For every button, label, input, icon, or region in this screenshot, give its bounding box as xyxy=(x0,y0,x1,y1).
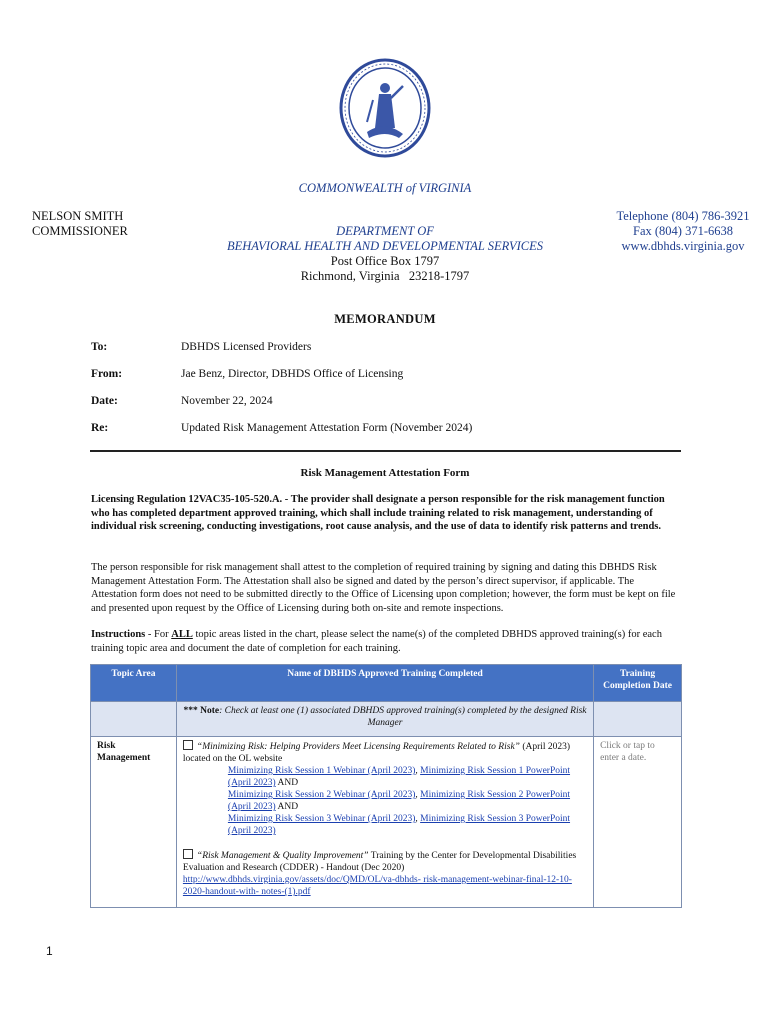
note-text: : Check at least one (1) associated DBHDS approved training(s) completed by the designed Risk Manager xyxy=(219,706,587,728)
date-value: November 22, 2024 xyxy=(181,395,273,407)
training-1-checkbox[interactable] xyxy=(183,740,193,750)
training-options-cell xyxy=(176,737,593,908)
po-box: Post Office Box 1797 xyxy=(330,254,440,268)
commissioner-name: NELSON SMITH xyxy=(32,209,124,223)
attestation-paragraph: The person responsible for risk management shall attest to the completion of required training by signing and dating this DBHDS Risk Management Attestation Form. The Attestation shall also be signed and dated by the person’s direct supervisor, if applicable. The Attestation form does not need to be submitted directly to the Office of Licensing upon completion; however, the form must be kept on file and presented upon request by the Office of Licensing during both on-site and remote inspections. xyxy=(91,562,676,614)
note-prefix: *** Note xyxy=(183,706,220,716)
training-1-tail: (April 2023) located on the OL website xyxy=(182,742,571,764)
city-address: Richmond, Virginia 23218-1797 xyxy=(300,269,470,283)
training-2-url-link[interactable]: http://www.dbhds.virginia.gov/assets/doc/QMD/OL/va-dbhds- risk-management-webinar-final-12-10-2020-handout-with- notes-(1).pdf xyxy=(182,875,572,897)
website: www.dbhds.virginia.gov xyxy=(621,239,745,253)
header-completion-date: Training Completion Date xyxy=(594,665,682,702)
training-2-checkbox[interactable] xyxy=(183,849,193,859)
table-header-row xyxy=(91,665,682,702)
session-1-links: Minimizing Risk Session 1 Webinar (April 2023), Minimizing Risk Session 1 PowerPoint (April 2023) AND xyxy=(227,766,571,788)
re-label: Re: xyxy=(91,422,109,434)
session-3-links: Minimizing Risk Session 3 Webinar (April 2023), Minimizing Risk Session 3 PowerPoint (April 2023) xyxy=(227,814,571,836)
note-cell xyxy=(176,702,593,737)
training-2-title: “Risk Management & Quality Improvement” xyxy=(196,851,369,861)
completion-date-field[interactable]: Click or tap to enter a date. xyxy=(594,737,682,908)
memo-title: MEMORANDUM xyxy=(334,312,436,326)
instructions-post: topic areas listed in the chart, please select the name(s) of the completed DBHDS approved training(s) for each training topic area and document the date of completion for each training. xyxy=(91,629,662,654)
training-1-title: “Minimizing Risk: Helping Providers Meet Licensing Requirements Related to Risk” xyxy=(196,742,520,752)
telephone: Telephone (804) 786-3921 xyxy=(616,209,750,223)
session-2-links: Minimizing Risk Session 2 Webinar (April 2023), Minimizing Risk Session 2 PowerPoint (April 2023) AND xyxy=(227,790,571,812)
regulation-paragraph: Licensing Regulation 12VAC35-105-520.A. - The provider shall designate a person responsible for the risk management function who has completed department approved training, which shall include training related to risk management, understanding of individual risk screening, conducting investigations, root cause analysis, and the use of data to identify risk patterns and trends. xyxy=(91,494,665,532)
instructions-label: Instructions xyxy=(91,629,146,640)
session-1-sep: AND xyxy=(275,778,299,788)
session-1-webinar-link[interactable]: Minimizing Risk Session 1 Webinar (April 2023) xyxy=(227,766,416,776)
session-3-webinar-link[interactable]: Minimizing Risk Session 3 Webinar (April 2023) xyxy=(227,814,416,824)
table-row xyxy=(91,737,682,908)
topic-risk-management: Risk Management xyxy=(91,737,177,908)
note-row xyxy=(91,702,682,737)
fax: Fax (804) 371-6638 xyxy=(633,224,733,238)
to-label: To: xyxy=(91,341,108,353)
dept-line-2: BEHAVIORAL HEALTH AND DEVELOPMENTAL SERVICES xyxy=(226,239,544,253)
session-2-sep: AND xyxy=(275,802,299,812)
form-title: Risk Management Attestation Form xyxy=(300,467,470,479)
instructions-paragraph xyxy=(91,628,681,655)
contact-block xyxy=(608,209,758,254)
page-number: 1 xyxy=(46,944,53,958)
session-2-powerpoint-link[interactable]: Minimizing Risk Session 2 PowerPoint (April 2023) xyxy=(227,790,571,812)
training-option-2 xyxy=(183,849,587,874)
header-topic-area: Topic Area xyxy=(91,665,177,702)
session-3-powerpoint-link[interactable]: Minimizing Risk Session 3 PowerPoint (April 2023) xyxy=(227,814,571,836)
training-table xyxy=(90,664,682,908)
training-option-1 xyxy=(183,740,587,765)
note-empty-date xyxy=(594,702,682,737)
dept-line-1: DEPARTMENT OF xyxy=(336,224,434,238)
to-value: DBHDS Licensed Providers xyxy=(181,341,312,353)
date-label: Date: xyxy=(91,395,118,407)
divider-rule xyxy=(90,450,681,452)
training-2-tail: Training by the Center for Developmental Disabilities Evaluation and Research (CDDER) - Handout (Dec 2020) xyxy=(182,851,577,873)
note-empty-topic xyxy=(91,702,177,737)
header-training-name: Name of DBHDS Approved Training Completed xyxy=(176,665,593,702)
from-label: From: xyxy=(91,368,123,380)
commonwealth-heading: COMMONWEALTH of VIRGINIA xyxy=(298,181,472,195)
instructions-pre: - For xyxy=(145,629,172,640)
session-2-webinar-link[interactable]: Minimizing Risk Session 2 Webinar (April 2023) xyxy=(227,790,416,800)
instructions-all: ALL xyxy=(171,629,193,640)
commonwealth-seal-image xyxy=(339,58,431,158)
commissioner-title: COMMISSIONER xyxy=(32,224,128,238)
re-value: Updated Risk Management Attestation Form (November 2024) xyxy=(181,422,473,434)
session-1-powerpoint-link[interactable]: Minimizing Risk Session 1 PowerPoint (April 2023) xyxy=(227,766,571,788)
from-value: Jae Benz, Director, DBHDS Office of Licensing xyxy=(181,368,404,380)
